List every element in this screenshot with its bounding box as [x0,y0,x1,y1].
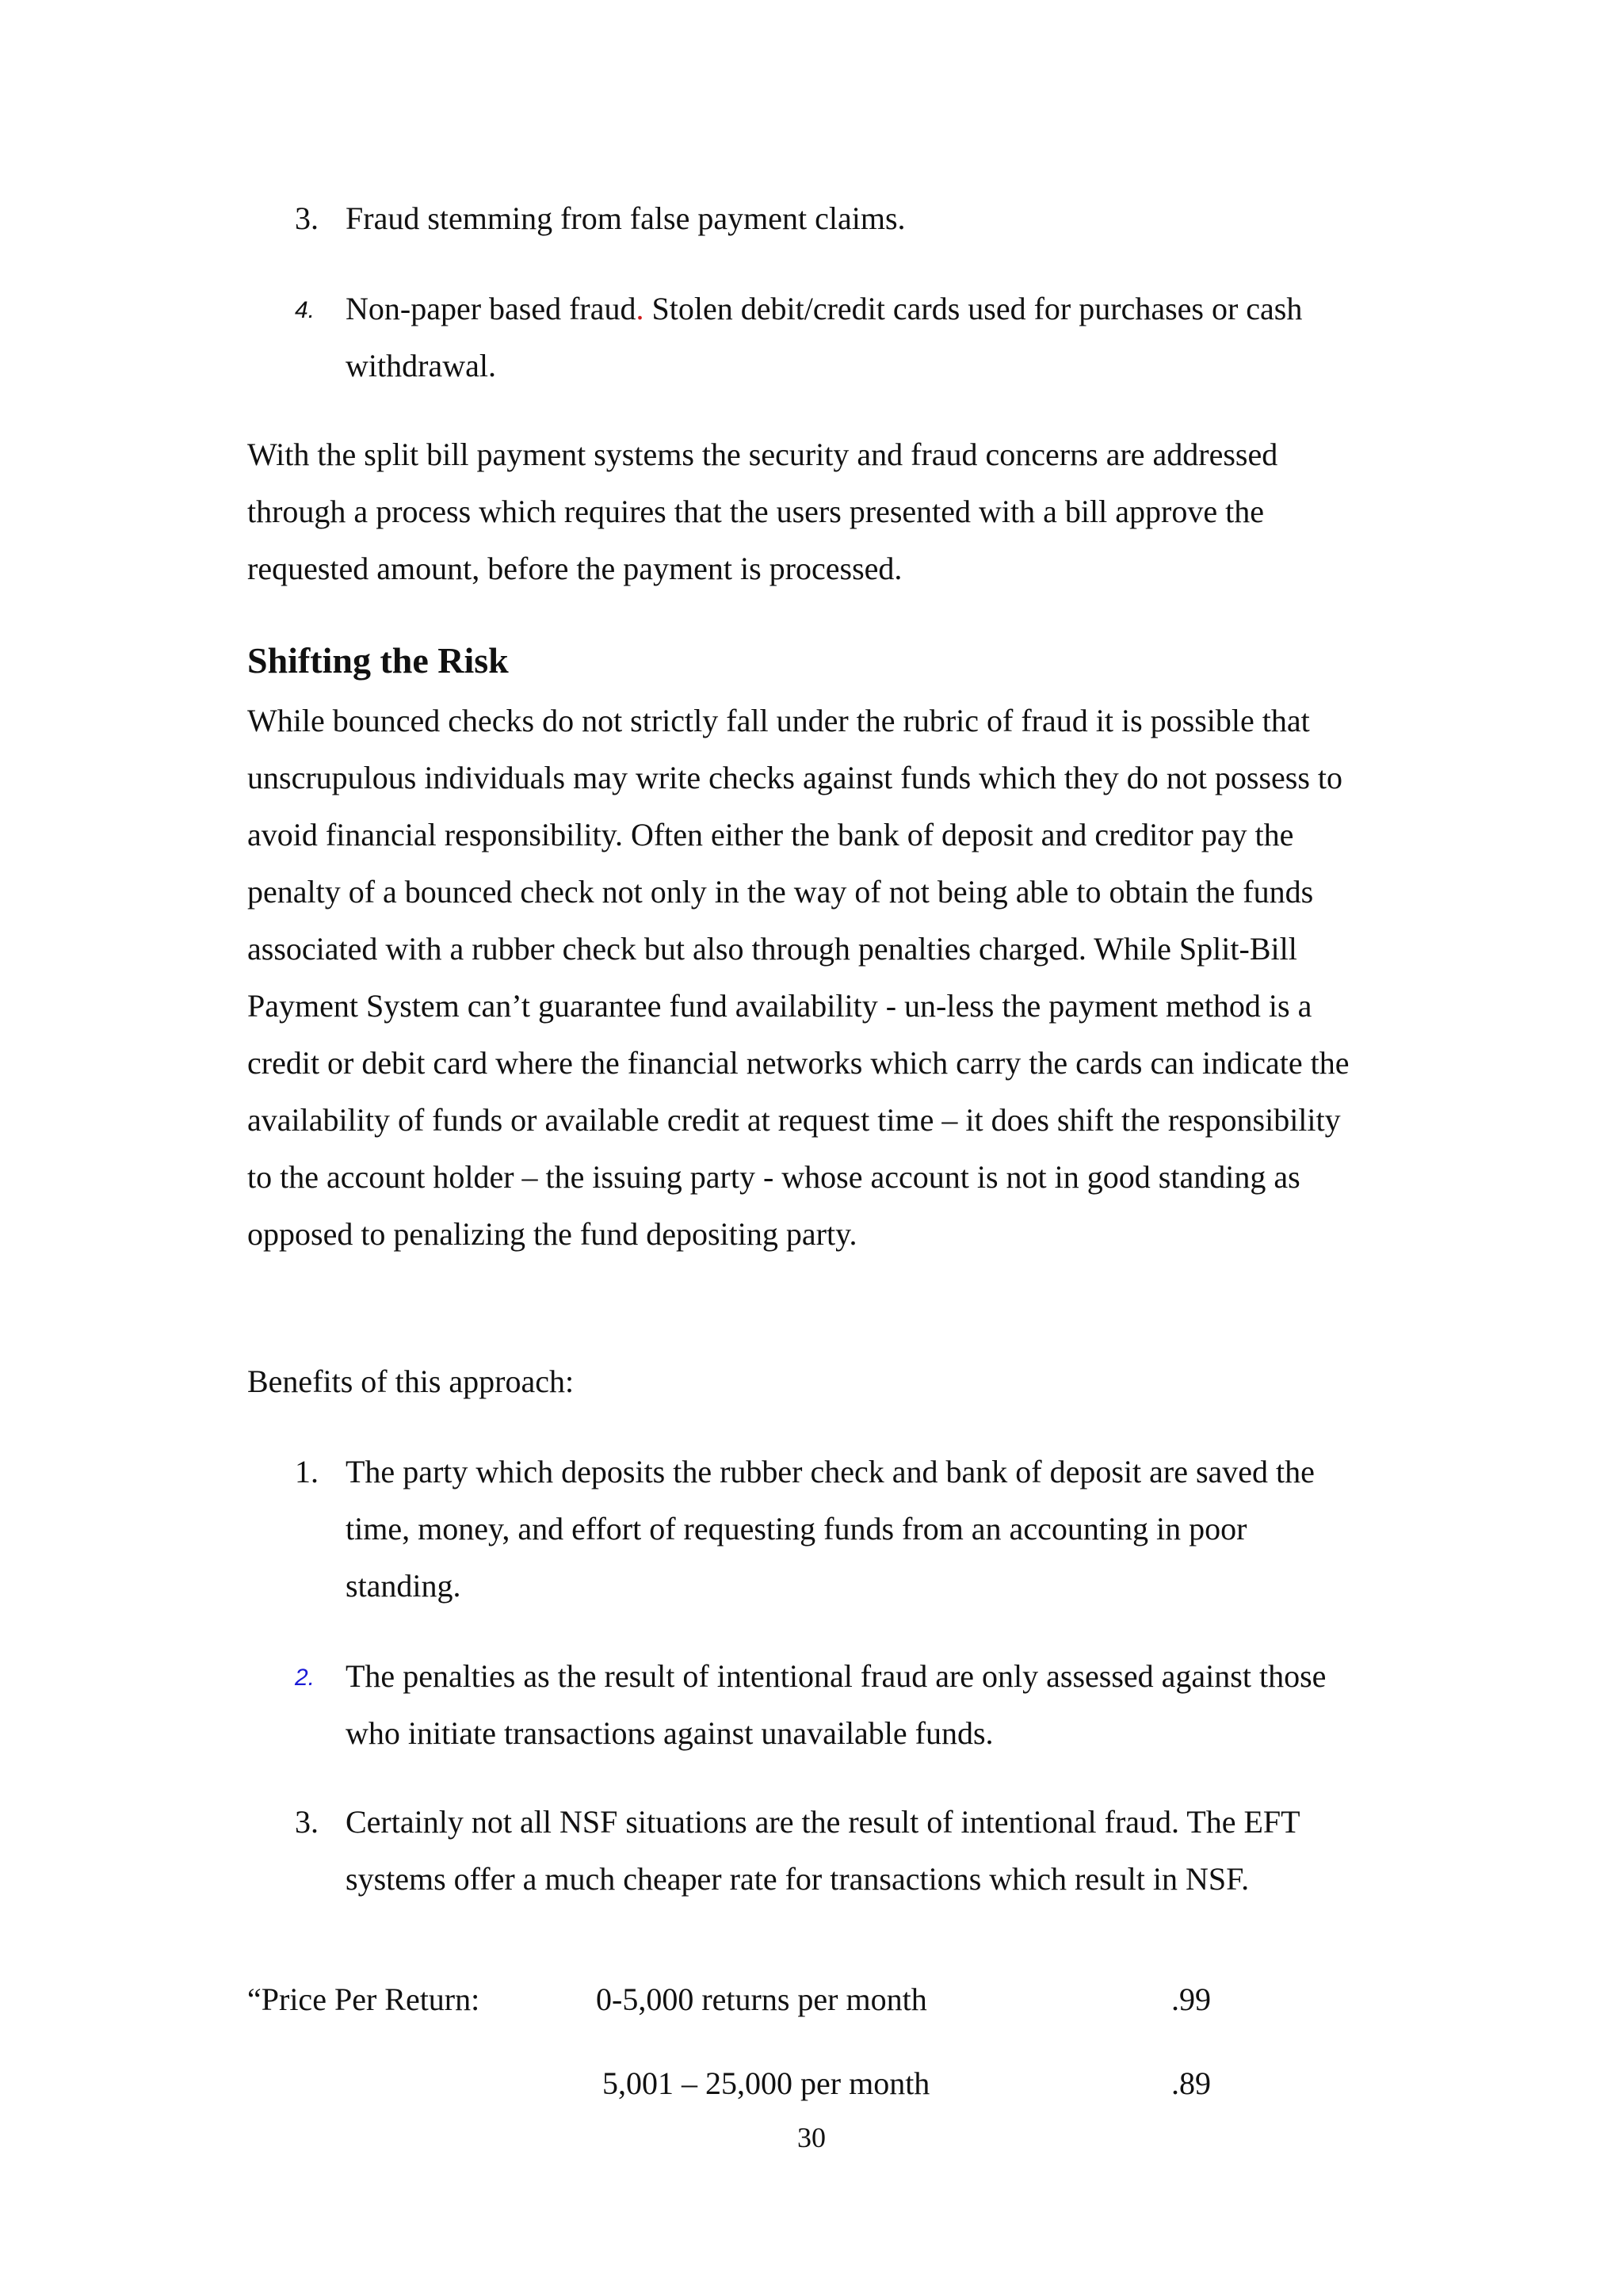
list-text [346,280,1368,395]
price-value: .89 [1171,2065,1211,2101]
list-text: The party which deposits the rubber check and bank of deposit are saved the time, money, and effort of requesting funds from an accounting in poor standing. [346,1454,1315,1604]
paragraph-shifting-risk: While bounced checks do not strictly fall under the rubric of fraud it is possible that unscrupulous individuals may write checks against funds which they do not possess to avoid financial responsibility. Often either the bank of deposit and creditor pay the penalty of a bounced check not only in the way of not being able to obtain the funds associated with a rubber check but also through penalties charged. While Split-Bill Payment System can’t guarantee fund availability - un-less the payment method is a credit or debit card where the financial networks which carry the cards can indicate the availability of funds or available credit at request time – it does shift the responsibility to the account holder – the issuing party - whose account is not in good standing as opposed to penalizing the fund depositing party. [247,703,1350,1252]
list-text-part: Stolen debit/credit cards used for purchases or cash withdrawal. [346,291,1303,383]
paragraph-split-bill: With the split bill payment systems the security and fraud concerns are addressed through a process which requires that the users presented with a bill approve the requested amount, before the payment is processed. [247,437,1278,586]
list-number: 1. [295,1454,319,1489]
list-text: The penalties as the result of intentional fraud are only assessed against those who initiate transactions against unavailable funds. [346,1658,1327,1751]
list-number: 3. [295,1804,319,1840]
list-number: 4. [295,297,315,323]
list-number: 3. [295,200,319,236]
price-range: 0-5,000 returns per month [596,1981,927,2017]
list-text-part: Non-paper based fraud [346,291,636,326]
list-number: 2. [295,1665,315,1691]
list-text: Certainly not all NSF situations are the result of intentional fraud. The EFT systems offer a much cheaper rate for transactions which result in NSF. [346,1804,1300,1897]
price-range: 5,001 – 25,000 per month [602,2065,930,2101]
page-number: 30 [797,2122,826,2153]
benefits-intro: Benefits of this approach: [247,1363,575,1399]
price-value: .99 [1171,1981,1211,2017]
price-label: “Price Per Return: [247,1981,480,2017]
red-period: . [636,291,644,326]
list-text: Fraud stemming from false payment claims. [346,200,906,236]
section-heading: Shifting the Risk [247,640,509,681]
